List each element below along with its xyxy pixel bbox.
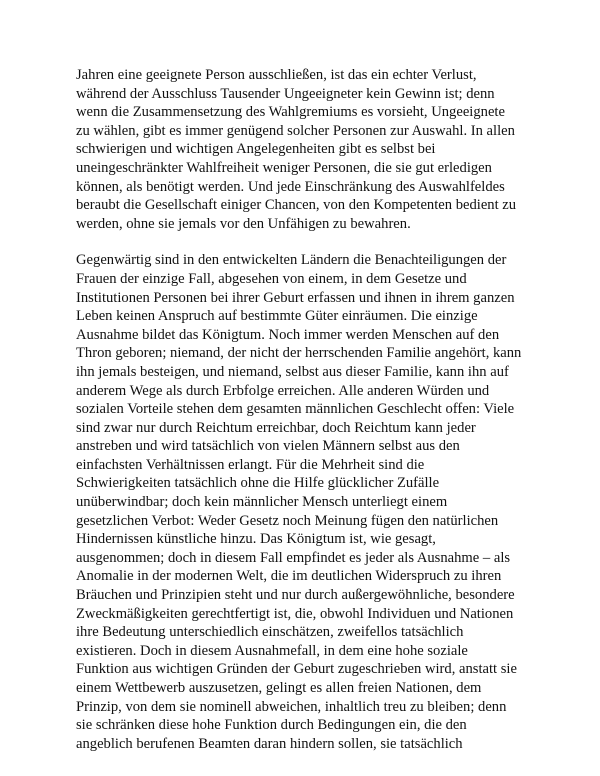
text-line: ihre Bedeutung unterschiedlich einschätzen, zweifellos tatsächlich <box>76 624 464 641</box>
paragraph-2 <box>76 251 536 753</box>
text-line: angeblich berufenen Beamten daran hindern sollen, sie tatsächlich <box>76 735 463 752</box>
text-line: schwierigen und wichtigen Angelegenheiten gibt es selbst bei <box>76 141 436 158</box>
text-line: existieren. Doch in diesem Ausnahmefall, in dem eine hohe soziale <box>76 642 468 659</box>
text-line: unüberwindbar; doch kein männlicher Mensch unterliegt einem <box>76 494 448 511</box>
text-line: werden, ohne sie jemals vor den Unfähigen zu bewahren. <box>76 215 411 232</box>
text-line: Hindernissen künstliche hinzu. Das Königtum ist, wie gesagt, <box>76 531 436 548</box>
text-line: Gegenwärtig sind in den entwickelten Ländern die Benachteiligungen der <box>76 252 507 269</box>
text-line: können, als benötigt werden. Und jede Einschränkung des Auswahlfeldes <box>76 178 505 195</box>
text-line: Leben keinen Anspruch auf bestimmte Güter einräumen. Die einzige <box>76 308 478 325</box>
text-line: Thron geboren; niemand, der nicht der herrschenden Familie angehört, kann <box>76 345 522 362</box>
text-line: sozialen Vorteile stehen dem gesamten männlichen Geschlecht offen: Viele <box>76 401 515 418</box>
text-line: Schwierigkeiten tatsächlich ohne die Hilfe glücklicher Zufälle <box>76 475 440 492</box>
text-line: Jahren eine geeignete Person ausschließen, ist das ein echter Verlust, <box>76 67 477 83</box>
text-line: einfachsten Verhältnissen erlangt. Für die Mehrheit sind die <box>76 456 425 473</box>
text-line: anstreben und wird tatsächlich von vielen Männern selbst aus den <box>76 438 460 455</box>
text-line: Bräuchen und Prinzipien steht und nur durch außergewöhnliche, besondere <box>76 587 515 604</box>
text-line: Institutionen Personen bei ihrer Geburt erfassen und ihnen in ihrem ganzen <box>76 289 515 306</box>
text-line: Prinzip, von dem sie nominell abweichen, inhaltlich treu zu bleiben; denn <box>76 698 507 715</box>
text-line: anderem Wege als durch Erbfolge erreichen. Alle anderen Würden und <box>76 382 490 399</box>
text-line: zu wählen, gibt es immer genügend solcher Personen zur Auswahl. In allen <box>76 122 515 139</box>
text-line: ausgenommen; doch in diesem Fall empfindet es jeder als Ausnahme – als <box>76 549 511 566</box>
text-line: ihn jemals besteigen, und niemand, selbst aus dieser Familie, kann ihn auf <box>76 363 509 380</box>
paragraph-1 <box>76 66 536 233</box>
text-line: Funktion aus wichtigen Gründen der Geburt zugeschrieben wird, anstatt sie <box>76 661 517 678</box>
text-line: gesetzlichen Verbot: Weder Gesetz noch Meinung fügen den natürlichen <box>76 512 499 529</box>
document-page <box>76 66 536 753</box>
text-line: sind zwar nur durch Reichtum erreichbar, doch Reichtum kann jeder <box>76 419 476 436</box>
text-line: Frauen der einzige Fall, abgesehen von einem, in dem Gesetze und <box>76 270 467 287</box>
text-line: während der Ausschluss Tausender Ungeeigneter kein Gewinn ist; denn <box>76 85 495 102</box>
text-line: wenn die Zusammensetzung des Wahlgremiums es vorsieht, Ungeeignete <box>76 104 505 121</box>
text-line: Anomalie in der modernen Welt, die im deutlichen Widerspruch zu ihren <box>76 568 502 585</box>
text-line: Ausnahme bildet das Königtum. Noch immer werden Menschen auf den <box>76 326 500 343</box>
text-line: sie schränken diese hohe Funktion durch Bedingungen ein, die den <box>76 717 467 734</box>
text-line: Zweckmäßigkeiten gerechtfertigt ist, die, obwohl Individuen und Nationen <box>76 605 514 622</box>
text-line: beraubt die Gesellschaft einiger Chancen, von den Kompetenten bedient zu <box>76 197 517 214</box>
text-line: einem Wettbewerb auszusetzen, gelingt es allen freien Nationen, dem <box>76 680 482 696</box>
text-line: uneingeschränkter Wahlfreiheit weniger Personen, die sie gut erledigen <box>76 159 492 176</box>
